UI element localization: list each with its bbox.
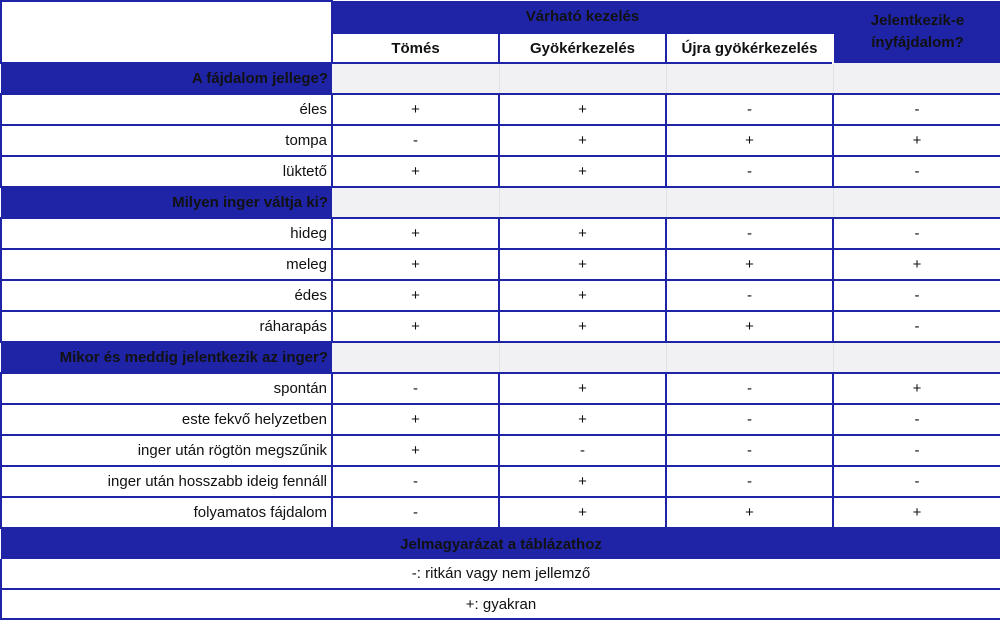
value-cell: + [499,280,666,311]
section-title: A fájdalom jellege? [1,63,332,94]
table-row [1,497,1000,528]
table-row [1,218,1000,249]
column-header-retreatment: Újra gyökérkezelés [666,33,833,63]
section-fill-cell [666,342,833,373]
expected-treatment-header: Várható kezelés [332,1,833,33]
section-row [1,342,1000,373]
value-cell: + [666,311,833,342]
table-row [1,125,1000,156]
value-cell: + [332,404,499,435]
value-cell: - [666,466,833,497]
value-cell: + [833,373,1000,404]
section-fill-cell [499,187,666,218]
value-cell: - [833,311,1000,342]
row-label: este fekvő helyzetben [1,404,332,435]
table-row [1,466,1000,497]
value-cell: - [833,466,1000,497]
row-label: inger után hosszabb ideig fennáll [1,466,332,497]
column-header-root-canal: Gyökérkezelés [499,33,666,63]
value-cell: + [332,156,499,187]
value-cell: - [666,218,833,249]
value-cell: - [332,125,499,156]
row-label: tompa [1,125,332,156]
value-cell: + [332,311,499,342]
value-cell: + [332,435,499,466]
value-cell: - [666,373,833,404]
value-cell: + [666,125,833,156]
value-cell: + [332,94,499,125]
section-fill-cell [833,187,1000,218]
section-fill-cell [332,342,499,373]
table-row [1,404,1000,435]
legend-line: -: ritkán vagy nem jellemző [1,559,1000,589]
section-row [1,63,1000,94]
value-cell: + [332,218,499,249]
legend-line: +: gyakran [1,589,1000,619]
value-cell: - [666,280,833,311]
section-fill-cell [499,63,666,94]
section-fill-cell [332,187,499,218]
value-cell: - [833,156,1000,187]
row-label: hideg [1,218,332,249]
value-cell: - [666,94,833,125]
value-cell: + [499,94,666,125]
value-cell: + [499,156,666,187]
legend-title: Jelmagyarázat a táblázathoz [1,528,1000,559]
value-cell: - [833,404,1000,435]
section-fill-cell [499,342,666,373]
value-cell: - [833,218,1000,249]
row-label: ráharapás [1,311,332,342]
value-cell: + [332,249,499,280]
value-cell: - [833,280,1000,311]
value-cell: + [499,373,666,404]
table-row [1,156,1000,187]
section-fill-cell [666,187,833,218]
header-row-top [1,1,1000,33]
value-cell: + [332,280,499,311]
value-cell: - [499,435,666,466]
section-row [1,187,1000,218]
legend-header-row [1,528,1000,559]
value-cell: + [499,404,666,435]
table-row [1,311,1000,342]
section-fill-cell [666,63,833,94]
row-label: éles [1,94,332,125]
value-cell: + [666,497,833,528]
value-cell: - [332,497,499,528]
value-cell: + [833,497,1000,528]
value-cell: - [666,435,833,466]
header-blank-cell [1,1,332,63]
row-label: lüktető [1,156,332,187]
row-label: folyamatos fájdalom [1,497,332,528]
value-cell: - [332,373,499,404]
row-label: meleg [1,249,332,280]
table-row [1,94,1000,125]
value-cell: + [499,125,666,156]
value-cell: + [499,249,666,280]
value-cell: - [833,94,1000,125]
value-cell: - [666,404,833,435]
table-row [1,435,1000,466]
value-cell: + [666,249,833,280]
value-cell: + [499,218,666,249]
value-cell: - [332,466,499,497]
value-cell: + [499,311,666,342]
value-cell: + [499,466,666,497]
row-label: spontán [1,373,332,404]
value-cell: + [499,497,666,528]
value-cell: - [666,156,833,187]
row-label: édes [1,280,332,311]
value-cell: + [833,249,1000,280]
table-row [1,373,1000,404]
legend-row [1,559,1000,589]
column-header-filling: Tömés [332,33,499,63]
section-fill-cell [833,342,1000,373]
referred-pain-header: Jelentkezik-e ínyfájdalom? [833,1,1000,63]
section-fill-cell [332,63,499,94]
table-row [1,280,1000,311]
section-title: Mikor és meddig jelentkezik az inger? [1,342,332,373]
section-fill-cell [833,63,1000,94]
value-cell: + [833,125,1000,156]
row-label: inger után rögtön megszűnik [1,435,332,466]
section-title: Milyen inger váltja ki? [1,187,332,218]
value-cell: - [833,435,1000,466]
table-row [1,249,1000,280]
